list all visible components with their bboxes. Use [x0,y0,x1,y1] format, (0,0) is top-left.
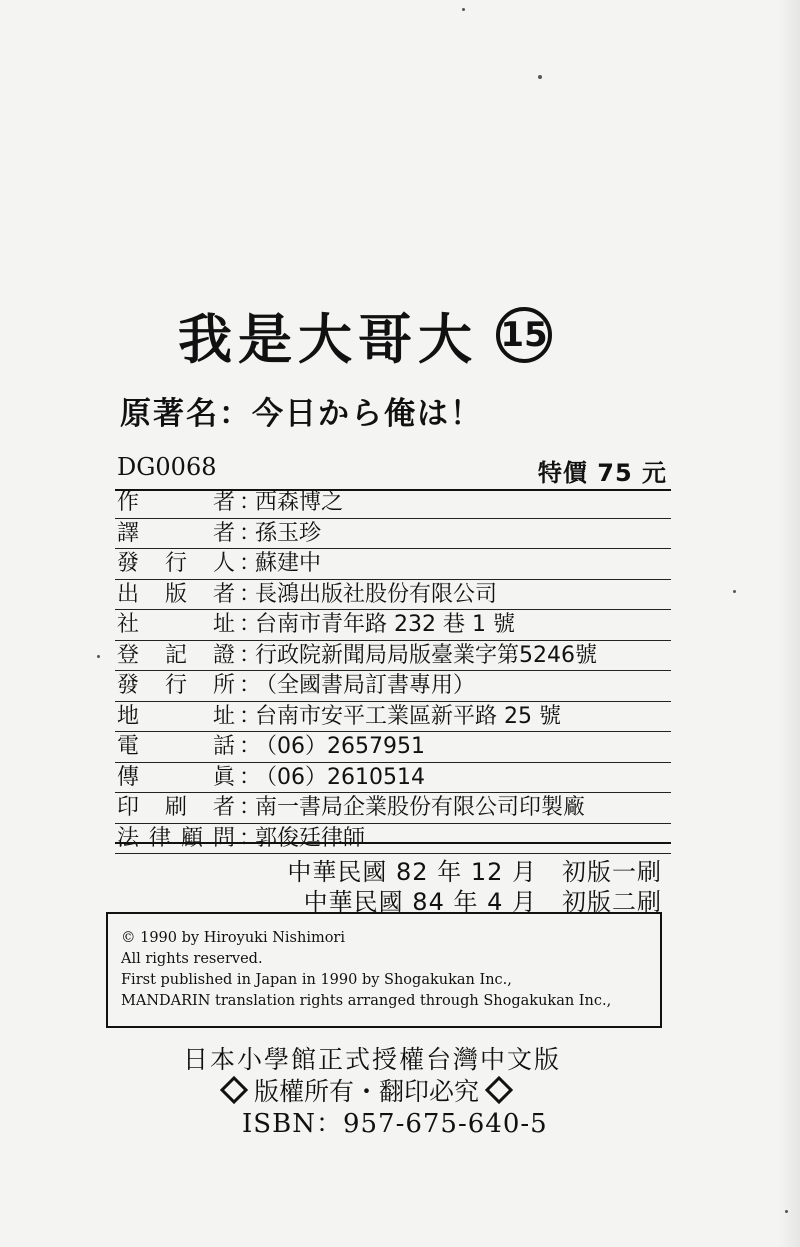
info-row [115,732,671,763]
copyright-line: © 1990 by Hiroyuki Nishimori [121,930,345,946]
diamond-icon [485,1076,513,1104]
speck [785,1210,788,1213]
rights-text: 版權所有・翻印必究 [254,1077,480,1106]
info-label: 譯 者 [117,520,235,546]
info-value: 台南市安平工業區新平路 25 號 [255,703,561,729]
info-colon: ： [239,703,262,729]
catalog-code: DG0068 [117,453,217,481]
info-colon: ： [239,612,262,637]
info-row [115,793,671,824]
info-colon: ： [239,642,262,668]
volume-badge: 15 [496,307,552,363]
info-row [115,580,671,611]
price: 特價 75 元 [537,459,667,487]
info-value: 郭俊廷律師 [255,825,366,851]
info-row [115,610,671,641]
info-row [115,549,671,580]
info-label: 出 版 者 [117,581,235,607]
info-row [115,763,671,794]
publication-info-table [115,488,671,854]
info-label: 法 律 顧 問 [117,825,235,851]
copyright-line: MANDARIN translation rights arranged through Shogakukan Inc., [121,993,612,1009]
edition-date-1: 中華民國 82 年 12 月 初版一刷 [287,858,662,886]
info-label: 發 行 所 [117,673,235,698]
info-colon: ： [239,551,262,576]
info-colon: ： [239,825,262,851]
info-colon: ： [239,490,262,515]
info-label: 傳 眞 [117,764,235,790]
speck [733,590,736,593]
info-row [115,824,671,855]
code-price-row [115,453,671,491]
info-row [115,519,671,550]
edition-date-2: 中華民國 84 年 4 月 初版二刷 [303,888,662,916]
copyright-line: First published in Japan in 1990 by Shogakukan Inc., [121,972,512,988]
isbn: ISBN：957-675-640-5 [242,1109,548,1139]
info-label: 社 址 [117,612,235,637]
info-value: （06）2610514 [255,764,425,790]
info-colon: ： [239,581,262,607]
license-note: 日本小學館正式授權台灣中文版 [183,1045,562,1074]
info-row [115,671,671,702]
info-value: （06）2657951 [255,734,425,759]
info-colon: ： [239,673,262,698]
info-colon: ： [239,795,262,820]
book-title: 我是大哥大 [178,307,478,371]
info-value: （全國書局訂書專用） [255,673,476,698]
info-value: 南一書局企業股份有限公司印製廠 [255,795,586,820]
copyright-line: All rights reserved. [121,951,263,967]
info-value: 行政院新聞局局版臺業字第5246號 [255,642,597,668]
info-value: 台南市青年路 232 巷 1 號 [255,612,515,637]
info-label: 發 行 人 [117,551,235,576]
info-value: 長鴻出版社股份有限公司 [255,581,498,607]
page-edge-shadow [778,0,800,1247]
info-row [115,488,671,519]
speck [97,655,100,658]
info-colon: ： [239,520,262,546]
speck [462,8,465,11]
info-label: 電 話 [117,734,235,759]
info-value: 西森博之 [255,490,344,515]
info-bottom-rule [115,842,671,844]
speck [538,75,542,79]
title-row [178,300,552,370]
info-value: 孫玉珍 [255,520,322,546]
diamond-icon [220,1076,248,1104]
info-label: 印 刷 者 [117,795,235,820]
info-value: 蘇建中 [255,551,322,576]
info-label: 地 址 [117,703,235,729]
info-row [115,702,671,733]
info-label: 登 記 證 [117,642,235,668]
original-title: 原著名：今日から俺は！ [120,396,483,432]
copyright-box [106,912,662,1028]
info-colon: ： [239,764,262,790]
info-label: 作 者 [117,490,235,515]
info-colon: ： [239,734,262,759]
info-row [115,641,671,672]
